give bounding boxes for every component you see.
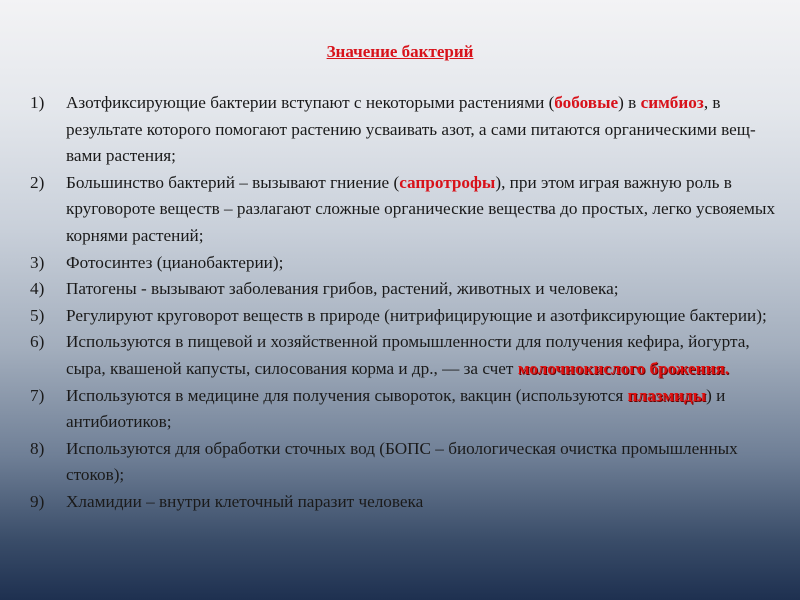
list-item-number: 6): [30, 332, 45, 352]
list-item-number: 3): [30, 252, 45, 272]
list-item: [30, 383, 790, 436]
list-item-text: [66, 329, 790, 382]
list-item: [30, 329, 790, 382]
list-item-number: 9): [30, 491, 45, 511]
list-item: [30, 489, 790, 516]
list-item-number: 7): [30, 385, 45, 405]
list-item-text: Патогены - вызывают заболевания грибов, растений, животных и человека;: [66, 279, 619, 299]
text-segment: Большинство бактерий – вызывают гниение (: [66, 172, 400, 192]
list-item: [30, 303, 790, 330]
list-item: [30, 250, 790, 277]
text-segment: ) в: [618, 93, 641, 112]
list-item-number: 2): [30, 172, 45, 192]
list-item-text: Используются для обработки сточных вод (БОПС – биологическая очистка промышленных стоков);: [66, 438, 738, 485]
text-segment: , в результате которого помогают растению усваивать азот, а сами питаются органическими вещ-вами растения;: [66, 93, 756, 166]
bacteria-significance-list: [30, 90, 790, 516]
list-item: [30, 436, 790, 489]
list-item-number: 4): [30, 279, 45, 299]
list-item-text: [66, 170, 790, 250]
text-segment: Используются в пищевой и хозяйственной промышленности для получения кефира, йогурта, сыра, квашеной капусты, силосования корма и др., — за счет: [66, 332, 750, 378]
list-item-number: 5): [30, 305, 45, 325]
list-item-number: 1): [30, 93, 45, 112]
list-item-text: Хламидии – внутри клеточный паразит человека: [66, 491, 424, 511]
list-item: [30, 170, 790, 250]
text-segment: ) и антибиотиков;: [66, 385, 726, 432]
list-item-text: [66, 383, 790, 436]
text-segment: ), при этом играя важную роль в круговороте веществ – разлагают сложные органические вещества до простых, легко усвояемых корнями растений;: [66, 172, 776, 245]
highlight-term: молочнокислого брожения.: [517, 358, 730, 378]
text-segment: Используются в медицине для получения сывороток, вакцин (используются: [66, 385, 628, 405]
highlight-term: сапротрофы: [399, 172, 496, 192]
list-item: [30, 276, 790, 303]
highlight-term: плазмиды: [627, 385, 707, 405]
highlight-term: бобовые: [554, 93, 619, 112]
slide-title: Значение бактерий: [326, 42, 474, 61]
list-item: [30, 90, 790, 170]
highlight-term: симбиоз: [640, 93, 704, 112]
list-item-text: Фотосинтез (цианобактерии);: [66, 252, 284, 272]
list-item-number: 8): [30, 438, 45, 458]
text-segment: Азотфиксирующие бактерии вступают с некоторыми растениями (: [66, 93, 555, 112]
list-item-text: Регулируют круговорот веществ в природе (нитрифицирующие и азотфиксирующие бактерии);: [66, 305, 767, 325]
list-item-text: [66, 90, 790, 170]
